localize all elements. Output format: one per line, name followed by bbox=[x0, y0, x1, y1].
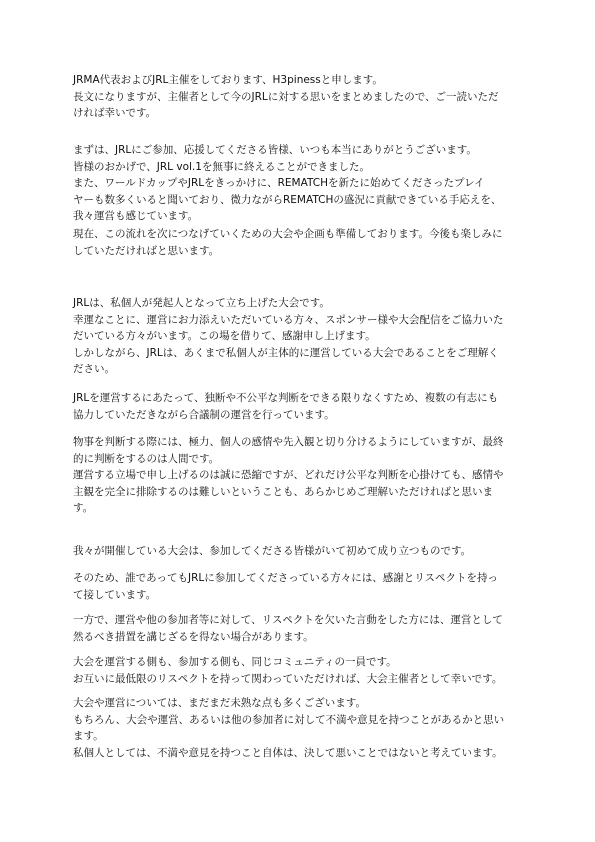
text-line: 主観を完全に排除するのは難しいということも、あらかじめご理解いただければと思いま bbox=[73, 485, 493, 498]
text-line: していただければと思います。 bbox=[73, 244, 220, 257]
text-line: 協力していただきながら合議制の運営を行っています。 bbox=[73, 408, 335, 421]
paragraph-respect bbox=[73, 570, 533, 603]
text-line: ヤーも数多くいると聞いており、微力ながらREMATCHの盛況に貢献できている手応えを、 bbox=[73, 193, 502, 206]
text-line: だいている方々がいます。この場を借りて、感謝申し上げます。 bbox=[73, 330, 376, 342]
text-line: 皆様のおかげで、JRL vol.1を無事に終えることができました。 bbox=[73, 160, 370, 173]
paragraph-jrl-origin bbox=[73, 295, 533, 378]
text-line: 的に判断をするのは人間です。 bbox=[73, 452, 220, 465]
text-line: もちろん、大会や運営、あるいは他の参加者に対して不満や意見を持つことがあるかと思い bbox=[73, 713, 505, 726]
paragraph-thanks bbox=[73, 142, 533, 225]
text-line: JRLを運営するにあたって、独断や不公平な判断をできる限りなくすため、複数の有志にも bbox=[73, 392, 499, 404]
text-line: 運営する立場で申し上げるのは誠に恐縮ですが、どれだけ公平な判断を心掛けても、感情や bbox=[73, 469, 504, 481]
text-line: まずは、JRLにご参加、応援してくださる皆様、いつも本当にありがとうございます。 bbox=[73, 144, 477, 156]
paragraph-judgement bbox=[73, 434, 533, 517]
text-line: す。 bbox=[73, 502, 94, 514]
text-line: 我々運営も感じています。 bbox=[73, 210, 199, 222]
text-line: しかしながら、JRLは、あくまで私個人が主体的に運営している大会であることをご理解く bbox=[73, 346, 499, 359]
text-line: 然るべき措置を講じざるを得ない場合があります。 bbox=[73, 630, 314, 643]
text-line: 幸運なことに、運営にお力添えいただいている方々、スポンサー様や大会配信をご協力いた bbox=[73, 313, 504, 326]
paragraph-community bbox=[73, 654, 533, 687]
text-line: 一方で、運営や他の参加者等に対して、リスペクトを欠いた言動をした方には、運営として bbox=[73, 614, 503, 626]
text-line: お互いに最低限のリスペクトを持って関わっていただければ、大会主催者として幸いです。 bbox=[73, 672, 503, 685]
text-line: 大会を運営する側も、参加する側も、同じコミュニティの一員です。 bbox=[73, 656, 397, 668]
text-line: 現在、この流れを次につなげていくための大会や企画も準備しております。今後も楽しみに bbox=[73, 228, 503, 240]
paragraph-participants bbox=[73, 543, 533, 560]
text-line: 物事を判断する際には、極力、個人の感情や先入観と切り分けるようにしていますが、最終 bbox=[73, 436, 504, 448]
text-line: 私個人としては、不満や意見を持つこと自体は、決して悪いことではないと考えています。 bbox=[73, 746, 503, 759]
text-line: JRMA代表およびJRL主催をしております、H3pinessと申します。 bbox=[73, 74, 383, 86]
paragraph-measures bbox=[73, 612, 533, 645]
text-line: そのため、誰であってもJRLに参加してくださっている方々には、感謝とリスペクトを持っ bbox=[73, 572, 499, 584]
paragraph-council bbox=[73, 390, 533, 423]
paragraph-intro bbox=[73, 72, 533, 122]
text-line: 我々が開催している大会は、参加してくださる皆様がいて初めて成り立つものです。 bbox=[73, 545, 472, 557]
paragraph-future-plans bbox=[73, 226, 533, 259]
text-line: JRLは、私個人が発起人となって立ち上げた大会です。 bbox=[73, 297, 330, 309]
text-line: 長文になりますが、主催者として今のJRLに対する思いをまとめましたので、ご一読いただ bbox=[73, 90, 499, 103]
text-line: ます。 bbox=[73, 730, 104, 742]
text-line: また、ワールドカップやJRLをきっかけに、REMATCHを新たに始めてくださったプレイ bbox=[73, 177, 485, 189]
text-line: 大会や運営については、まだまだ未熟な点も多くございます。 bbox=[73, 697, 366, 709]
text-line: ださい。 bbox=[73, 363, 115, 375]
text-line: て接しています。 bbox=[73, 588, 157, 601]
text-line: ければ幸いです。 bbox=[73, 107, 157, 119]
paragraph-opinions bbox=[73, 695, 533, 761]
